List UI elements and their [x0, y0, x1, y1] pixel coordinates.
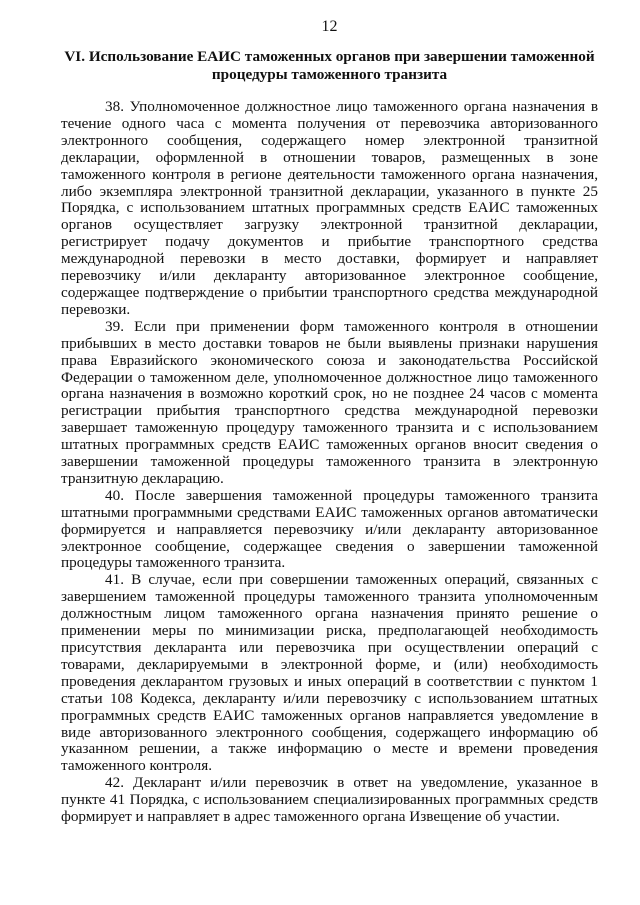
- paragraph-40: 40. После завершения таможенной процедуры таможенного транзита штатными программными средствами ЕАИС таможенных органов автоматически формируется и направляется перевозчику и/или декларанту авторизованное электронное сообщение, содержащее сведения о завершении таможенной процедуры таможенного транзита.: [61, 486, 598, 572]
- section-heading: VI. Использование ЕАИС таможенных органов при завершении таможенной процедуры таможенного транзита: [64, 48, 595, 83]
- paragraph-39: 39. Если при применении форм таможенного контроля в отношении прибывших в место доставки товаров не были выявлены признаки нарушения права Евразийского экономического союза и законодательства Российской Федерации о таможенном деле, уполномоченное должностное лицо таможенного органа назначения в возможно короткий срок, но не позднее 24 часов с момента регистрации прибытия транспортного средства международной перевозки завершает таможенную процедуру таможенного транзита и с использованием штатных программных средств ЕАИС таможенных органов вносит сведения о завершении таможенной процедуры таможенного транзита в электронную транзитную декларацию.: [61, 317, 598, 487]
- page-number: 12: [321, 18, 338, 35]
- document-body: [61, 99, 598, 826]
- paragraph-41: 41. В случае, если при совершении таможенных операций, связанных с завершением таможенной процедуры таможенного транзита уполномоченным должностным лицом таможенного органа назначения принято решение о применении меры по минимизации риска, предполагающей необходимость присутствия декларанта или перевозчика при осуществлении операций с товарами, декларируемыми в электронной форме, и (или) необходимость проведения декларантом грузовых и иных операций в соответствии с пунктом 1 статьи 108 Кодекса, декларанту и/или перевозчику с использованием штатных программных средств ЕАИС таможенных органов направляется уведомление в виде авторизованного электронного сообщения, содержащего информацию об указанном решении, а также информацию о месте и времени проведения таможенного контроля.: [61, 571, 598, 775]
- paragraph-42: 42. Декларант и/или перевозчик в ответ на уведомление, указанное в пункте 41 Порядка, с использованием специализированных программных средств формирует и направляет в адрес таможенного органа Извещение об участии.: [61, 774, 598, 826]
- paragraph-38: 38. Уполномоченное должностное лицо таможенного органа назначения в течение одного часа с момента получения от перевозчика авторизованного электронного сообщения, содержащего номер электронной транзитной декларации, оформленной в отношении товаров, размещенных в зоне таможенного контроля в регионе деятельности таможенного органа назначения, либо экземпляра электронной транзитной декларации, указанного в пункте 25 Порядка, с использованием штатных программных средств ЕАИС таможенных органов осуществляет загрузку электронной транзитной декларации, регистрирует подачу документов и прибытие транспортного средства международной перевозки в место доставки, формирует и направляет перевозчику и/или декларанту авторизованное электронное сообщение, содержащее подтверждение о прибытии транспортного средства международной перевозки.: [61, 98, 598, 318]
